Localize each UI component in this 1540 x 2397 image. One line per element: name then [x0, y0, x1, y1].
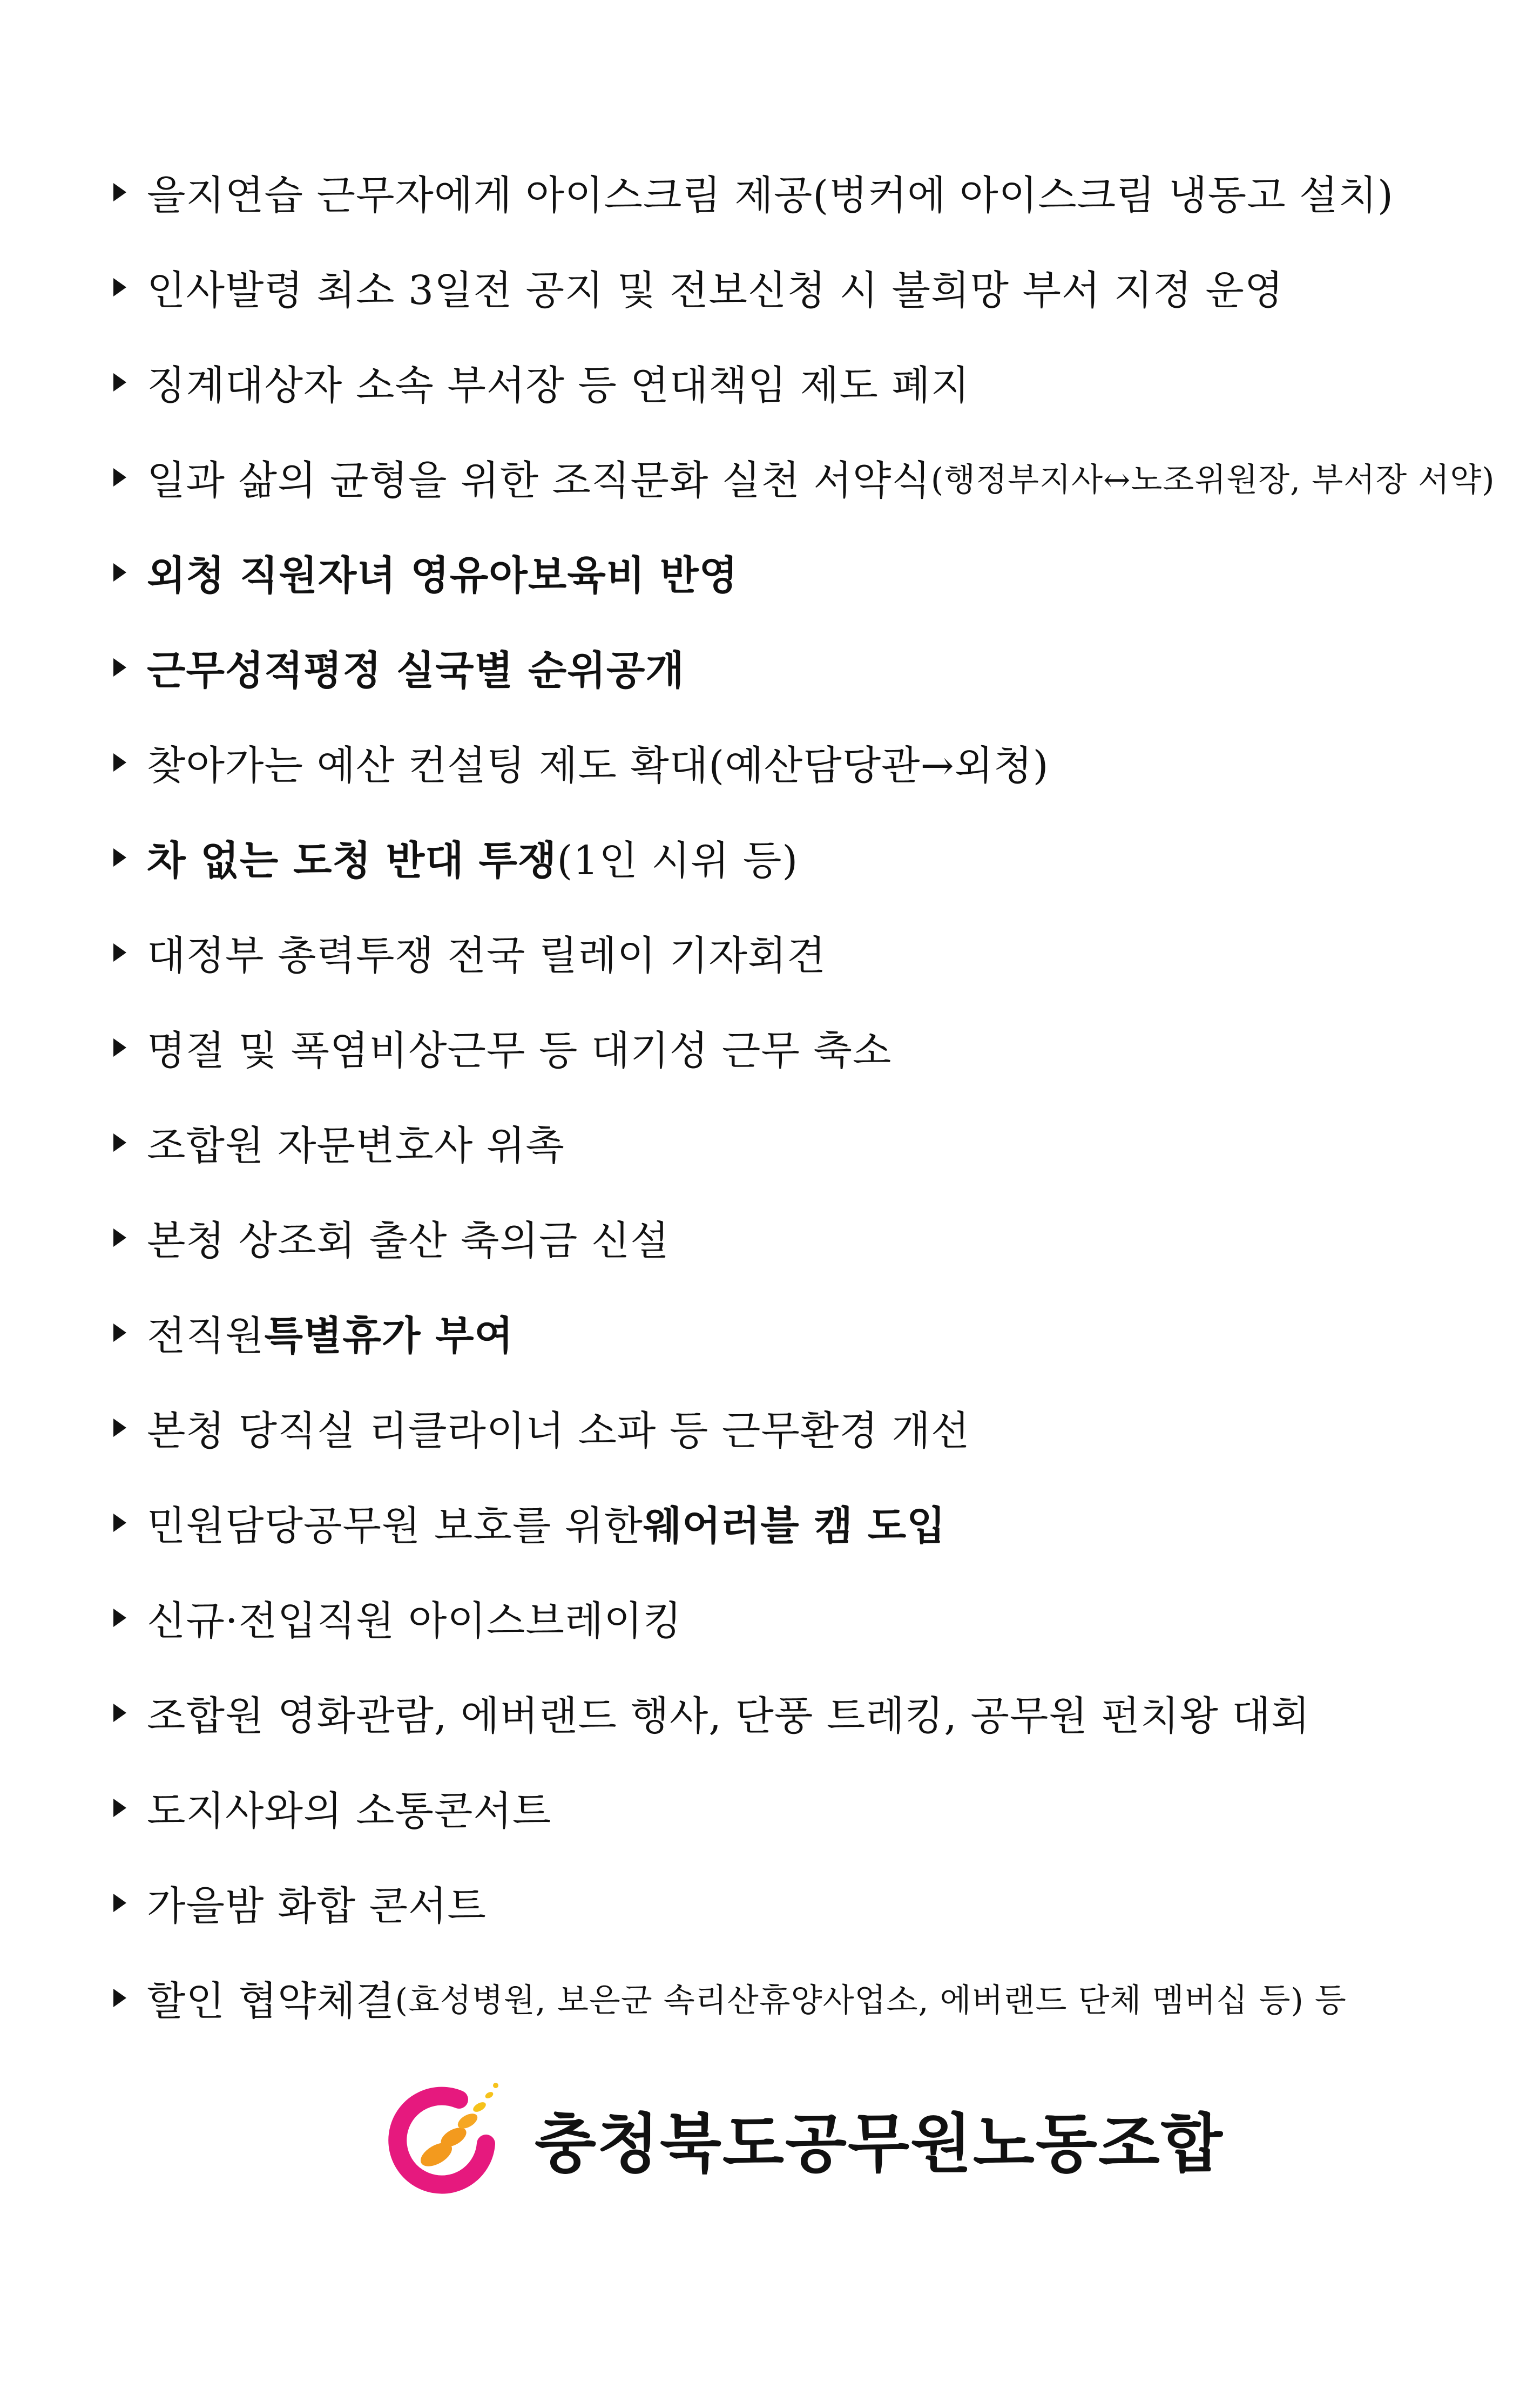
item-text: 일과 삶의 균형을 위한 조직문화 실천 서약식	[147, 457, 931, 504]
item-text: 가을밤 화합 콘서트	[147, 1883, 487, 1929]
item-bold-text: 근무성적평정 실국별 순위공개	[147, 647, 685, 694]
item-text: 본청 당직실 리클라이너 소파 등 근무환경 개선	[147, 1408, 970, 1454]
bullet-arrow-icon	[113, 1228, 126, 1247]
item-text: 징계대상자 소속 부서장 등 연대책임 제도 폐지	[147, 362, 970, 409]
item-text: 명절 및 폭염비상근무 등 대기성 근무 축소	[147, 1028, 892, 1074]
bullet-arrow-icon	[113, 658, 126, 677]
list-item	[113, 1285, 1463, 1380]
list-item	[113, 1760, 1463, 1855]
list-item	[113, 905, 1463, 1000]
item-text: 민원담당공무원 보호를 위한	[147, 1503, 643, 1549]
item-text: 신규·전입직원 아이스브레이킹	[147, 1598, 683, 1644]
item-text: 조합원 영화관람, 에버랜드 행사, 단풍 트레킹, 공무원 펀치왕 대회	[147, 1693, 1311, 1739]
item-bold-text: 특별휴가 부여	[264, 1313, 514, 1359]
list-item	[113, 1475, 1463, 1570]
item-note: (효성병원, 보은군 속리산휴양사업소, 에버랜드 단체 멤버십 등) 등	[395, 1982, 1347, 2020]
list-item	[113, 525, 1463, 620]
bullet-arrow-icon	[113, 278, 126, 296]
item-text: 인사발령 최소 3일전 공지 및 전보신청 시 불희망 부서 지정 운영	[147, 267, 1284, 314]
item-bold-text: 웨어러블 캠 도입	[643, 1503, 946, 1549]
list-item	[113, 1190, 1463, 1285]
list-item	[113, 145, 1463, 240]
bullet-arrow-icon	[113, 1419, 126, 1437]
bullet-arrow-icon	[113, 1704, 126, 1722]
bullet-arrow-icon	[113, 1038, 126, 1057]
item-text: (1인 시위 등)	[557, 838, 799, 884]
bullet-arrow-icon	[113, 943, 126, 962]
list-item	[113, 1000, 1463, 1095]
union-logo-icon	[378, 2074, 502, 2203]
item-text: 을지연습 근무자에게 아이스크림 제공(벙커에 아이스크림 냉동고 설치)	[147, 172, 1394, 219]
logo-spark	[493, 2083, 498, 2088]
bullet-arrow-icon	[113, 1894, 126, 1912]
list-item	[113, 1380, 1463, 1475]
bullet-arrow-icon	[113, 468, 126, 487]
list-item	[113, 620, 1463, 715]
union-footer	[378, 2074, 1224, 2203]
logo-spark	[471, 2100, 488, 2114]
item-text: 할인 협약체결	[147, 1978, 395, 2024]
bullet-arrow-icon	[113, 1324, 126, 1342]
list-item	[113, 1095, 1463, 1190]
bullet-arrow-icon	[113, 373, 126, 391]
item-bold-text: 외청 직원자녀 영유아보육비 반영	[147, 552, 739, 599]
achievement-list	[113, 145, 1495, 2045]
item-text: 전직원	[147, 1313, 265, 1359]
item-text: 찾아가는 예산 컨설팅 제도 확대(예산담당관→외청)	[147, 742, 1049, 789]
item-text: 도지사와의 소통콘서트	[147, 1788, 552, 1834]
bullet-arrow-icon	[113, 1609, 126, 1627]
bullet-arrow-icon	[113, 848, 126, 867]
item-text: 본청 상조회 출산 축의금 신설	[147, 1218, 670, 1264]
bullet-arrow-icon	[113, 753, 126, 772]
item-note: (행정부지사↔노조위원장, 부서장 서약)	[930, 461, 1495, 499]
bullet-arrow-icon	[113, 183, 126, 201]
org-name: 충청북도공무원노동조합	[535, 2106, 1224, 2181]
bullet-arrow-icon	[113, 1989, 126, 2007]
list-item	[113, 1855, 1463, 1950]
item-bold-text: 차 없는 도청 반대 투쟁	[147, 838, 557, 884]
list-item	[113, 1665, 1463, 1760]
list-item	[113, 810, 1463, 905]
list-item	[113, 335, 1463, 430]
bullet-arrow-icon	[113, 1133, 126, 1152]
list-item	[113, 430, 1495, 525]
bullet-arrow-icon	[113, 1514, 126, 1532]
item-text: 대정부 총력투쟁 전국 릴레이 기자회견	[147, 933, 826, 979]
bullet-arrow-icon	[113, 563, 126, 582]
list-item	[113, 1950, 1463, 2045]
list-item	[113, 715, 1463, 810]
list-item	[113, 240, 1463, 335]
item-text: 조합원 자문변호사 위촉	[147, 1123, 565, 1169]
bullet-arrow-icon	[113, 1799, 126, 1817]
list-item	[113, 1570, 1463, 1665]
logo-spark	[484, 2091, 495, 2100]
